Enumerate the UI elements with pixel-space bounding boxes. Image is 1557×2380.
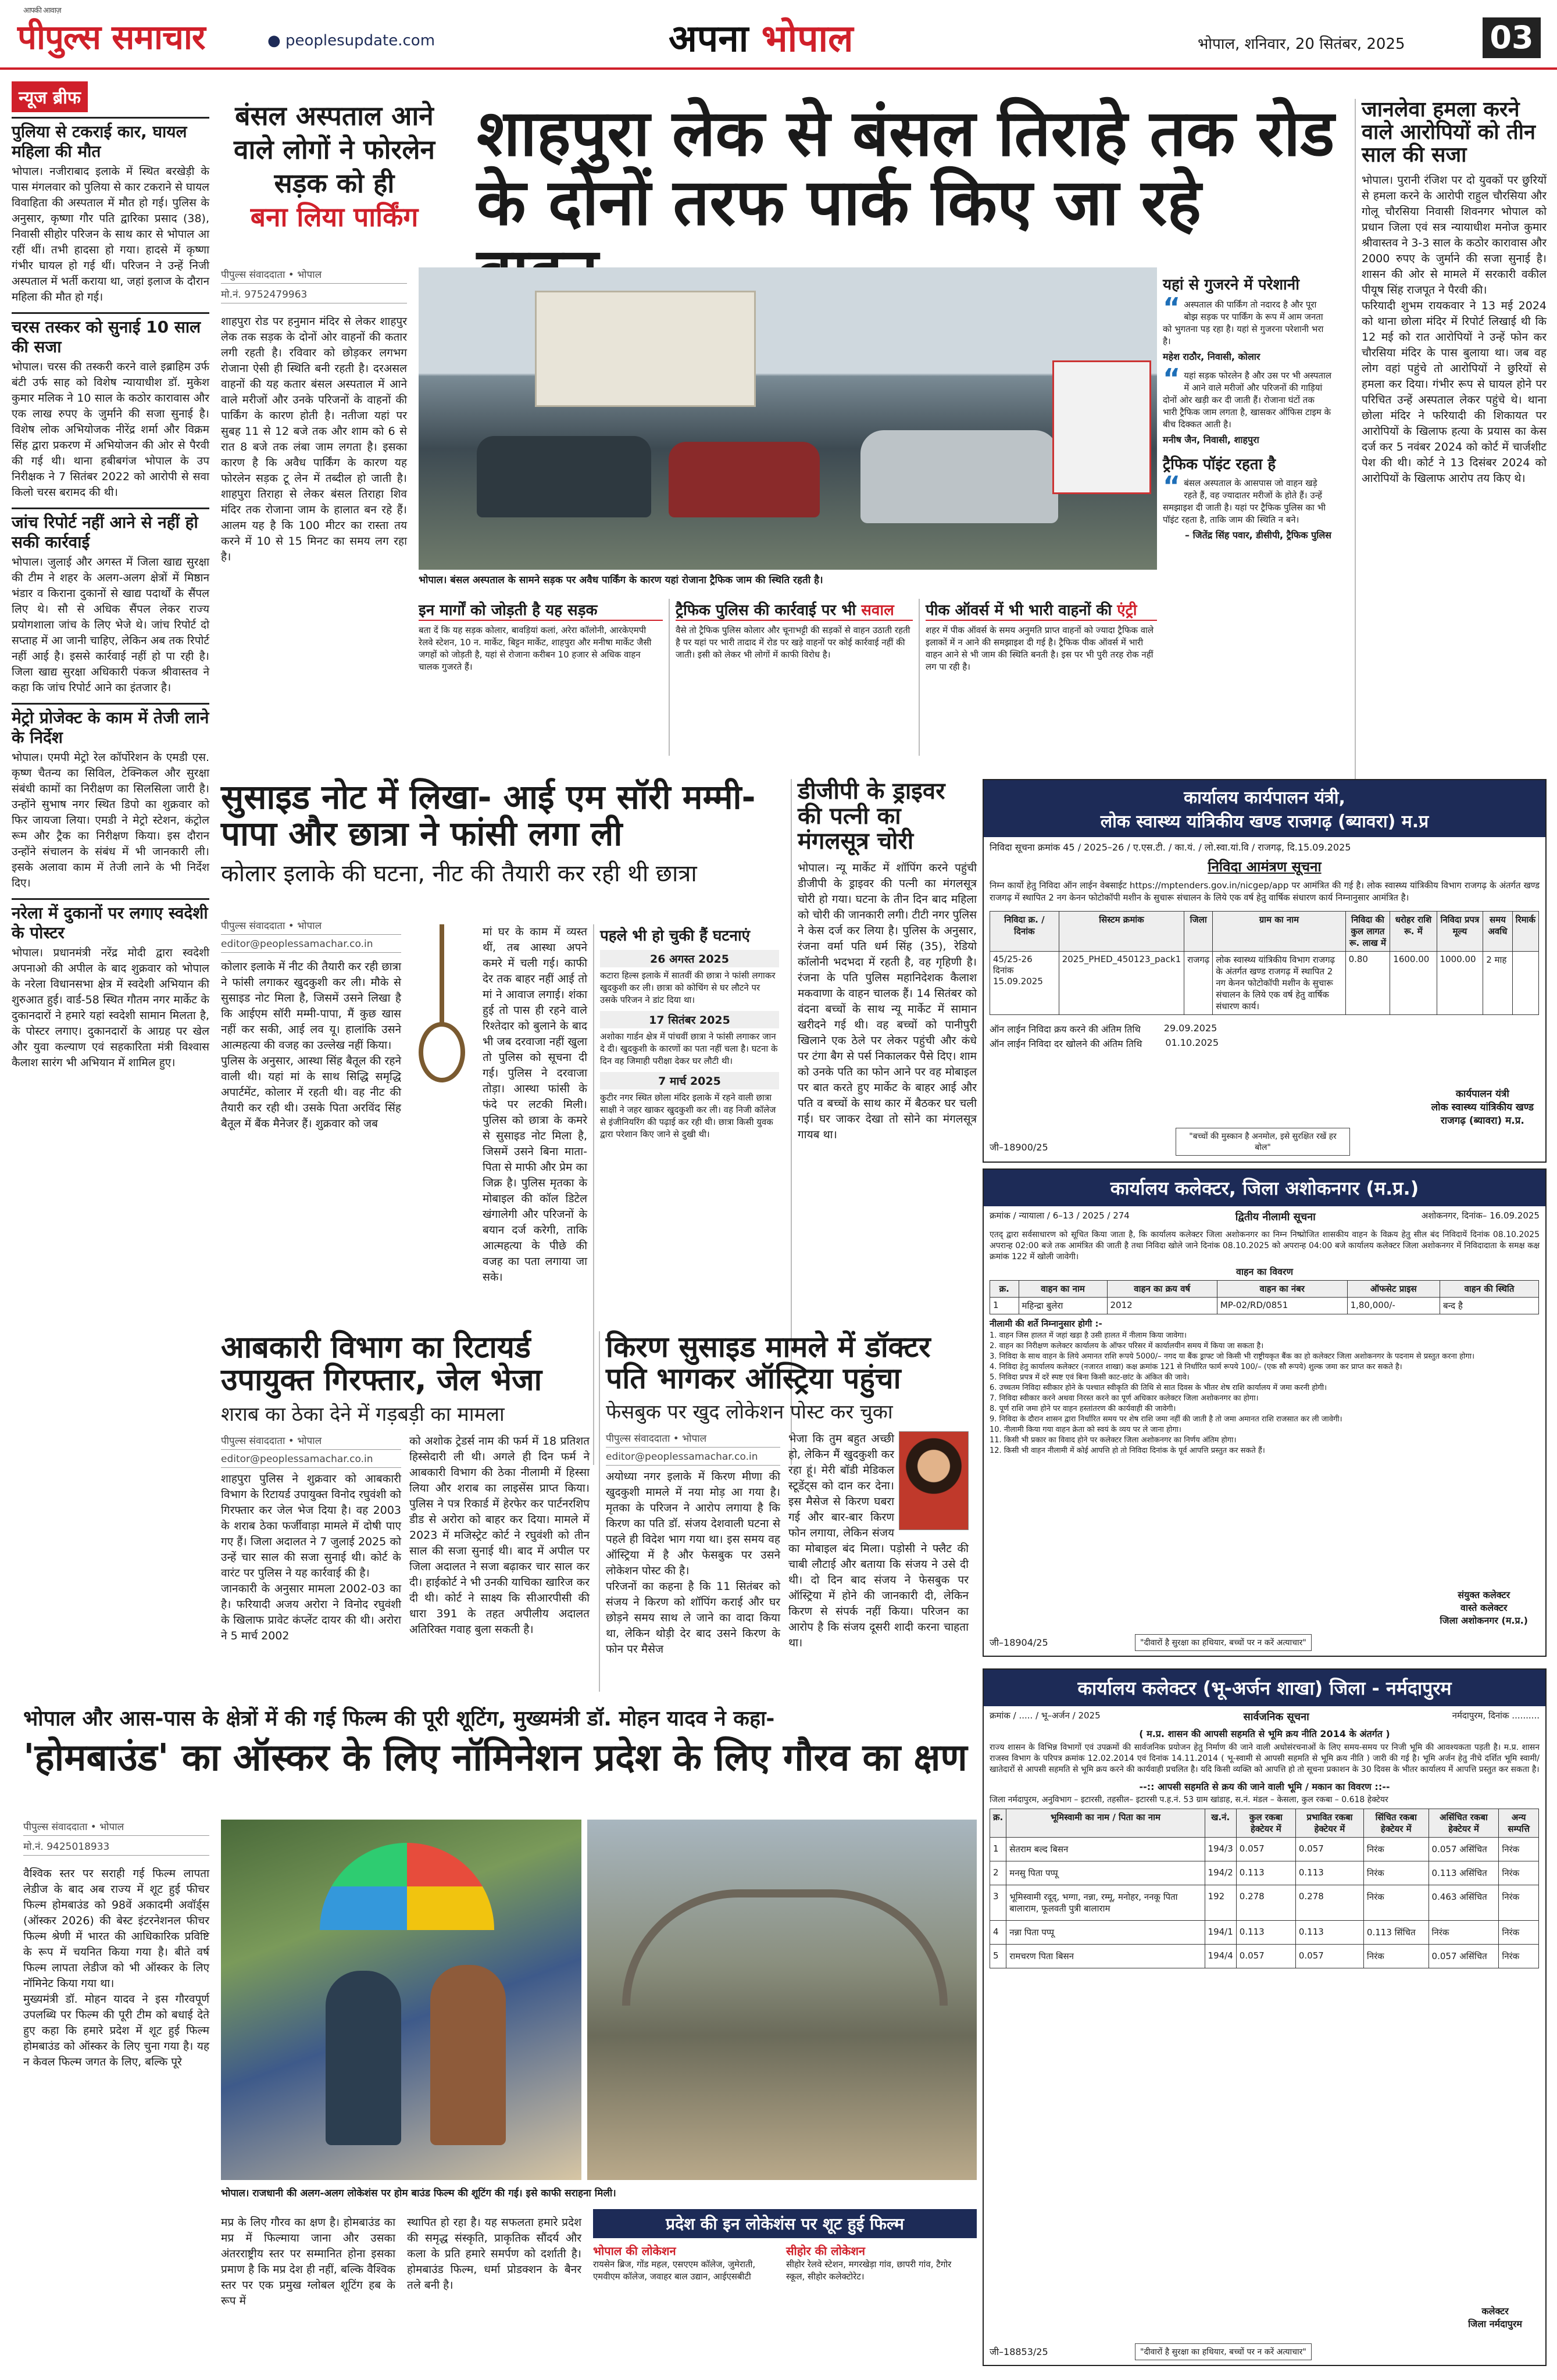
lead-headline: शाहपुरा लेक से बंसल तिराहे तक रोड के दोनों तरफ पार्क किए जा रहे — [477, 96, 1335, 240]
tender1-table-header — [990, 912, 1539, 952]
film-loc-bhopal-title: भोपाल की लोकेशन — [593, 2244, 676, 2258]
tender1-notice-body: निम्न कार्यो हेतु निविदा ऑन लाईन वेबसाईट https://mptenders.gov.in/nicgep/app पर आमंत्रित की गई है। लोक स्वास्थ्य यांत्रिकीय विभाग राजगढ़ के अंतर्गत खण्ड राजगढ़ में स्थापित 2 नग केनन फोटोकॉपी मशीन के सुचारू संचालन के लिये एक वर्ष हेतु वार्षिक संधारण कार्य निम्नानुसार आमंत्रित है। — [990, 880, 1540, 903]
film-body-3: स्थापित हो रहा है। यह सफलता हमारे प्रदेश की समृद्ध संस्कृति, प्राकृतिक सौंदर्य और कला के प्रति हमारे समर्पण को दर्शाती है। होमबाउंड फिल्म, धर्मा प्रोडक्शन के बैनर तले बनी है। — [407, 2216, 581, 2292]
excise-columns — [221, 1434, 593, 1716]
ambulance-shape — [1052, 360, 1151, 494]
dgp-body: भोपाल। न्यू मार्केट में शॉपिंग करने पहुंची डीजीपी के ड्राइवर की पत्नी का मंगलसूत्र चोरी हो गया। घटना के तीन दिन बाद महिला को चोरी की जानकारी लगी। टीटी नगर पुलिस ने केस दर्ज कर लिया है। पुलिस के अनुसार, रंजना वर्मा पति धर्म सिंह (35), रेडियो कॉलोनी भदभदा में रहती है, वह गृहिणी है। रंजना के पति पुलिस महानिदेशक कैलाश मकवाणा के वाहन चालक हैं। 14 सितंबर को वंदना बच्चों के साथ न्यू मार्केट में सामान खरीदने गई थी। वह बच्चों को पानीपुरी खिलाने एक ठेले पर लेकर पहुंची और कंधे पर टंगा बैग से पर्स निकालकर पैसे दिए। शाम को उनके पति का फोन आने पर वह मोबाइल पर बात करते हुए मार्केट के बाहर आई और पति व बच्चों के साथ कार में बैठकर घर चली गई। घर जाकर देखा तो सोने का मंगलसूत्र गायब था। — [798, 861, 977, 1141]
table-cell: 1000.00 — [1437, 952, 1483, 1015]
car-shape-2 — [669, 442, 820, 517]
lead-byline: पीपुल्स संवाददाता • भोपाल — [221, 267, 407, 284]
quote-3 — [1163, 470, 1331, 526]
tender1-dates — [984, 1019, 1545, 1054]
column-header: कुल रकबा हेक्टेयर में — [1236, 1809, 1295, 1838]
lead-mobile: मो.नं. 9752479963 — [221, 287, 407, 303]
traffic-title: ट्रैफिक पॉइंट रहता है — [1163, 456, 1276, 473]
dgp-headline: डीजीपी के ड्राइवर की पत्नी का मंगलसूत्र चोरी — [798, 778, 945, 855]
film-headline-top: भोपाल और आस-पास के क्षेत्रों में की गई फिल्म की पूरी शूटिंग, मुख्यमंत्री डॉ. मोहन यादव ने कहा- — [23, 1707, 775, 1731]
film-body-1: वैश्विक स्तर पर सराही गई फिल्म लापता लेडीज के बाद अब राज्य में शूट हुई फीचर फिल्म होमबाउंड को 98वें अकादमी अवॉर्ड्स (ऑस्कर 2026) की बेस्ट इंटरनेशनल फीचर फिल्म श्रेणी में भारत की आधिकारिक प्रविष्टि के रूप में चयनित किया गया है। बीते वर्ष फिल्म लापता लेडीज को भी ऑस्कर के लिए नॉमिनेट किया गया था। मुख्यमंत्री डॉ. मोहन यादव ने इस गौरवपूर्ण उपलब्धि पर फिल्म की पूरी टीम को बधाई देते हुए कहा कि हमारे प्रदेश में शूट हुई फिल्म होमबाउंड को ऑस्कर के लिए चुना गया है। यह न केवल फिल्म जगत के लिए, बल्कि पूरे — [23, 1867, 209, 2068]
table-cell: रामचरण पिता बिसन — [1006, 1945, 1205, 1968]
film-byline-block — [23, 1820, 209, 1859]
website-text: peoplesupdate.com — [285, 32, 435, 49]
tender2-ref-date: अशोकनगर, दिनांक– 16.09.2025 — [1421, 1210, 1540, 1221]
tender3-signature — [1468, 2304, 1522, 2330]
tender3-sign-2: जिला नर्मदापुरम — [1468, 2318, 1522, 2329]
table-cell: 3 — [990, 1885, 1006, 1921]
kiran-columns — [606, 1431, 977, 1713]
table-cell: 0.057 — [1295, 1945, 1363, 1968]
tender3-code: जी–18853/25 — [990, 2346, 1048, 2357]
table-row — [990, 1885, 1539, 1921]
table-cell: 0.113 — [1236, 1861, 1295, 1885]
right-top-body: भोपाल। पुरानी रंजिश पर दो युवकों पर छुरियों से हमला करने के आरोपी राहुल चौरसिया और गोलू चौरसिया निवासी शिवनगर भोपाल को प्रधान जिला एवं सत्र न्यायाधीश मनोज कुमार श्रीवास्तव ने 3-3 साल के कठोर कारावास और 2000 रुपए के जुर्माने की सजा सुनाई है। शासन की ओर से मामले में सरकारी वकील पीयूष सिंह राजपूत ने पैरवी की। फरियादी शुभम रायकवार ने 13 मई 2024 को थाना छोला मंदिर में रिपोर्ट लिखाई थी कि 12 मई को रात आरोपियों ने उन्हें फोन कर चौरसिया मंदिर के पास बुलाया था। जब वह लोग वहां पहुंचे तो आरोपियों ने छुरियों से हमला कर दिया। गंभीर रूप से घायल होने पर परिचित उन्हें अस्पताल लेकर पहुंचे थे। थाना छोला मंदिर ने फरियादी की शिकायत पर आरोपियों के खिलाफ हत्या के प्रयास का केस दर्ज कर 5 नवंबर 2024 को कोर्ट में चार्जशीट पेश की थी। कोर्ट ने 13 दिसंबर 2024 को आरोपियों के खिलाफ आरोप तय किए थे। — [1362, 173, 1547, 485]
tender2-sign-1: संयुक्त कलेक्टर — [1458, 1589, 1510, 1600]
term-item: 7. निविदा स्वीकार करने अथवा निरस्त करने का पूर्ण अधिकार कलेक्टर जिला अशोकनगर का होगा। — [990, 1394, 1259, 1403]
table-cell: 2 — [990, 1861, 1006, 1885]
page-number: 03 — [1483, 17, 1541, 58]
table-row — [990, 1945, 1539, 1968]
table-cell: 194/1 — [1205, 1921, 1236, 1945]
tender1-sign-1: कार्यपालन यंत्री — [1455, 1088, 1509, 1100]
column-header: समय अवधि — [1483, 912, 1512, 952]
brief-title: चरस तस्कर को सुनाई 10 साल की सजा — [12, 312, 209, 357]
event-text: कुटीर नगर स्थित छोला मंदिर इलाके में रहने वाली छात्रा साक्षी ने जहर खाकर खुदकुशी कर ली। वह निजी कॉलेज से इंजीनियरिंग की पढ़ाई कर रही थी। छात्रा किसी युवक द्वारा परेशान किए जाने से दुखी थी। — [600, 1092, 776, 1139]
brief-title: नरेला में दुकानों पर लगाए स्वदेशी के पोस्टर — [12, 898, 209, 943]
quote-1-text: अस्पताल की पार्किंग तो नदारद है और पूरा बोझ सड़क पर पार्किंग के रूप में आम जनता को भुगतना पड़ रहा है। यहां से गुजरना परेशानी भरा है। — [1163, 299, 1324, 346]
term-item: 11. किसी भी प्रकार का विवाद होने पर कलेक्टर जिला अशोकनगर का निर्णय अंतिम होगा। — [990, 1436, 1237, 1445]
term-item: 2. वाहन का निरीक्षण कलेक्टर कार्यालय के ऑफर परिसर में कार्यालयीन समय में किया जा सकता है। — [990, 1342, 1264, 1350]
list-item — [12, 117, 209, 305]
kiran-col-1 — [606, 1431, 780, 1713]
tender-narmadapuram — [983, 1668, 1547, 2366]
logo-text: पीपुल्स समाचार — [17, 17, 205, 57]
quote-3-author: – जितेंद्र सिंह पवार, डीसीपी, ट्रैफिक पुलिस — [1185, 530, 1331, 541]
table-cell: निरंक — [1499, 1885, 1539, 1921]
brief-body: भोपाल। प्रधानमंत्री नरेंद्र मोदी द्वारा स्वदेशी अपनाओ की अपील के बाद शुक्रवार को भोपाल के नरेला विधानसभा क्षेत्र में स्वदेशी अभियान की शुरुआत हुई। वार्ड-58 स्थित गौतम नगर मार्केट के दुकानदारों ने हमारे यहां स्वदेशी सामान मिलता है, के पोस्टर लगाए। दुकानदारों के आग्रह पर खेल और युवा कल्याण एवं सहकारिता मंत्री विश्वास कैलाश सारंग भी अभियान में शामिल हुए। — [12, 946, 209, 1069]
info-box-2-title — [676, 599, 913, 621]
list-item — [12, 312, 209, 501]
table-cell: निरंक — [1363, 1838, 1429, 1861]
column-header: असिंचित रकबा हेक्टेयर में — [1429, 1809, 1499, 1838]
newspaper-logo[interactable] — [17, 6, 205, 59]
suicide-body-2: मां घर के काम में व्यस्त थीं, तब आस्था अपने कमरे में चली गई। काफी देर तक बाहर नहीं आई तो मां ने आवाज लगाई। शंका हुई तो पास ही रहने वाले रिश्तेदार को बुलाने के बाद भी जब दरवाजा नहीं खुला तो पुलिस को सूचना दी गई। पुलिस ने दरवाजा तोड़ा। आस्था फांसी के फंदे पर लटकी मिली। पुलिस को छात्रा के कमरे से सुसाइड नोट मिला है, जिसमें उसने बिना माता-पिता से माफी और प्रेम का जिक्र है। पुलिस मृतका के मोबाइल की कॉल डिटेल खंगालेगी और परिजनों के बयान दर्ज करेगी, ताकि आत्महत्या के पीछे की वजह का पता लगाया जा सके। — [483, 925, 587, 1284]
tender3-table-title: --:: आपसी सहमति से क्रय की जाने वाली भूमि / मकान का विवरण ::-- — [1139, 1781, 1390, 1792]
lead-byline-block — [221, 267, 407, 307]
term-item: 10. नीलामी किया गया वाहन क्रेता को स्वयं के व्यय पर ले जाना होगा। — [990, 1425, 1181, 1434]
tender3-ref-date: नर्मदापुरम, दिनांक .......... — [1452, 1710, 1540, 1721]
kiran-byline: पीपुल्स संवाददाता • भोपाल — [606, 1431, 780, 1448]
section-city: भोपाल — [761, 17, 854, 60]
column-header: क्र. — [990, 1809, 1006, 1838]
tender1-table — [990, 911, 1539, 1015]
tender2-terms — [984, 1331, 1545, 1456]
news-brief-label: न्यूज ब्रीफ — [12, 81, 88, 112]
news-brief-list — [12, 117, 209, 1071]
tender2-ref: क्रमांक / न्यायाला / 6–13 / 2025 / 274 — [990, 1210, 1130, 1221]
info-box-3-body: शहर में पीक ऑवर्स के समय अनुमति प्राप्त वाहनों को ज्यादा ट्रैफिक वाले इलाकों में न आने की समझाइश दी गई है। ट्रैफिक पीक ऑवर्स में भारी वाहन आने से भी जाम की स्थिति बनती है। इस पर भी पुरी तरह रोक नहीं लग पा रही है। — [926, 625, 1154, 672]
lead-kicker-text: बंसल अस्पताल आने वाले लोगों ने फोरलेन सड़क को ही — [233, 100, 435, 199]
tender2-ref-title: द्वितीय नीलामी सूचना — [1235, 1211, 1316, 1223]
lead-photo-caption: भोपाल। बंसल अस्पताल के सामने सड़क पर अवैध पार्किंग के कारण यहां रोजाना ट्रैफिक जाम की स्थिति रहती है। — [419, 574, 823, 586]
suicide-body-1: कोलार इलाके में नीट की तैयारी कर रही छात्रा ने फांसी लगाकर खुदकुशी कर ली। मौके से सुसाइड नोट मिला है, जिसमें उसने लिखा है कि आईएम सॉरी मम्मी-पापा, मैं कुछ खास नहीं कर सकी, आई लव यू। हालांकि उसने आत्महत्या की वजह का उल्लेख नहीं किया। पुलिस के अनुसार, आस्था सिंह बैतूल की रहने वाली थी। यहां मां के साथ सिद्धि समृद्धि अपार्टमेंट, कोलार में रहती थी। वह नीट की तैयारी कर रही थी। उसके पिता अरविंद सिंह बैतूल में बैंक मैनेजर हैं। शुक्रवार को जब — [221, 960, 401, 1130]
tender1-sign-3: राजगढ़ (ब्यावरा) म.प्र. — [1440, 1115, 1524, 1127]
kiran-body-1: अयोध्या नगर इलाके में किरण मीणा की खुदकुशी मामले में नया मोड़ आ गया है। मृतका के परिजन ने आरोप लगाया है कि किरण का पति डॉ. संजय देशवाली घटना से पहले ही विदेश भाग गया था। इस समय वह ऑस्ट्रिया में है और फेसबुक पर उसने लोकेशन पोस्ट की है। परिजनों का कहना है कि 11 सितंबर को संजय ने किरण को शॉपिंग कराई और घर छोड़ने समय साथ ले जाने का वादा किया था, लेकिन थोड़ी देर बाद उसने किरण के फोन पर मैसेज — [606, 1470, 780, 1656]
tender1-sign-2: लोक स्वास्थ्य यांत्रिकीय खण्ड — [1431, 1102, 1534, 1113]
quote-icon: “ — [1163, 470, 1181, 502]
tender-rajgarh — [983, 779, 1547, 1163]
table-cell: 2012 — [1107, 1298, 1217, 1314]
tender3-header: कार्यालय कलेक्टर (भू-अर्जन शाखा) जिला - नर्मदापुरम — [984, 1670, 1545, 1706]
tender-ashoknagar — [983, 1168, 1547, 1657]
brief-body: भोपाल। चरस की तस्करी करने वाले इब्राहिम उर्फ बंटी उर्फ साह को विशेष न्यायाधीश डॉ. मुकेश कुमार मलिक ने 10 साल के कठोर कारावास और एक लाख रुपए के जुर्माने की सजा सुनाई है। विशेष लोक अभियोजक नीरेंद्र शर्मा और विक्रम सिंह द्वारा प्रकरण में अभियोजन की ओर से पैरवी की गई थी। थाना हबीबगंज भोपाल के उप निरीक्षक ने 7 सितंबर 2022 को आरोपी से सवा किलो चरस बरामद की थी। — [12, 360, 209, 499]
tender1-ref: निविदा सूचना क्रमांक 45 / 2025–26 / ए.एस.टी. / का.यं. / लो.स्वा.यां.वि / राजगढ़, दि.15.09.2025 — [990, 842, 1351, 853]
table-cell: 2 माह — [1483, 952, 1512, 1015]
column-header: सिस्टम क्रमांक — [1059, 912, 1184, 952]
column-header: रिमार्क — [1512, 912, 1538, 952]
date-line: भोपाल, शनिवार, 20 सितंबर, 2025 — [1198, 35, 1405, 53]
table-cell: निरंक — [1499, 1945, 1539, 1968]
term-item: 6. उच्चतम निविदा स्वीकार होने के पश्चात स्वीकृति की तिथि से सात दिवस के भीतर शेष राशि कार्यालय में जमा करनी होगी। — [990, 1384, 1327, 1392]
tender2-signature — [1440, 1588, 1528, 1627]
table-cell: लोक स्वास्थ्य यांत्रिकीय विभाग राजगढ़ के अंतर्गत खण्ड राजगढ़ में स्थापित 2 नग केनन फोटोकॉपी मशीन के सुचारू संचालन के लिये एक वर्ष हेतु वार्षिक संधारण कार्य। — [1213, 952, 1345, 1015]
tender3-ref-line — [984, 1706, 1545, 1727]
column-header: भूमिस्वामी का नाम / पिता का नाम — [1006, 1809, 1205, 1838]
masthead — [0, 0, 1557, 70]
table-cell: निरंक — [1363, 1945, 1429, 1968]
table-cell: 0.278 — [1295, 1885, 1363, 1921]
table-cell: 0.113 असिंचित — [1429, 1861, 1499, 1885]
table-cell: 0.80 — [1345, 952, 1390, 1015]
tender1-code: जी–18900/25 — [990, 1142, 1048, 1153]
suicide-sidebar-title: पहले भी हो चुकी हैं घटनाएं — [600, 927, 751, 945]
tender1-date-row — [990, 1037, 1540, 1050]
film-loc-sehore — [786, 2243, 972, 2283]
excise-email: editor@peoplessamachar.co.in — [221, 1453, 401, 1468]
tender2-intro: एतद् द्वारा सर्वसाधारण को सूचित किया जाता है, कि कार्यालय कलेक्टर जिला अशोकनगर का निम्न निष्प्रोजित शासकीय वाहन के विक्रय हेतु सील बंद निविदायें दिनांक 08.10.2025 अपरान्ह 02:00 बजे तक आमंत्रित की जाती है तथा निविदा खोले जाने दिनांक 08.10.2025 को अपरान्ह 04:00 बजे कार्यालय कलेक्टर जिला अशोकनगर में निविदादाता के समक्ष कक्ष क्रमांक 122 में खोली जावेगी। — [990, 1230, 1540, 1262]
date-value: 01.10.2025 — [1165, 1037, 1219, 1048]
table-cell: नन्ना पिता पप्पू — [1006, 1921, 1205, 1945]
column-header: निविदा की कुल लागत रू. लाख में — [1345, 912, 1390, 952]
quote-icon: “ — [1163, 363, 1181, 394]
suicide-headline: सुसाइड नोट में लिखा- आई एम सॉरी मम्मी-पापा और छात्रा ने फांसी लगा ली — [221, 777, 756, 853]
table-cell: MP-02/RD/0851 — [1217, 1298, 1347, 1314]
tender1-org2: लोक स्वास्थ्य यांत्रिकीय खण्ड राजगढ़ (ब्यावरा) म.प्र — [1100, 812, 1429, 832]
excise-body-2: को अशोक ट्रेडर्स नाम की फर्म में 18 प्रतिशत हिस्सेदारी ली थी। अगले ही दिन फर्म ने आबकारी विभाग की ठेका नीलामी में हिस्सा लिया और शराब का लाइसेंस प्राप्त किया। पुलिस ने पत्र रिकार्ड में हेरफेर कर पार्टनरशिप डीड से अरोरा को बाहर कर दिया। मामले में 2023 में मजिस्ट्रेट कोर्ट ने रघुवंशी को तीन साल की सजा सुनाई थी। बाद में अपील पर जिला अदालत ने सजा बढ़ाकर चार साल कर दी। हाईकोर्ट ने भी उनकी याचिका खारिज कर दी थी। कोर्ट ने साक्ष्य कि सीआरपीसी की धारा 391 के तहत अपीलीय अदालत अतिरिक्त गवाह बुला सकती है। — [409, 1435, 590, 1636]
brief-title: पुलिया से टकराई कार, घायल महिला की मौत — [12, 117, 209, 162]
film-body-2: मप्र के लिए गौरव का क्षण है। होमबाउंड का मप्र में फिल्माया जाना और उसका अंतरराष्ट्रीय स्तर पर सम्मानित होना इसका प्रमाण है कि मप्र देश ही नहीं, बल्कि वैश्विक स्तर पर एक प्रमुख ग्लोबल शूटिंग हब के रूप में — [221, 2216, 395, 2307]
quote-2-text: यहां सड़क फोरलेन है और उस पर भी अस्पताल में आने वाले मरीजों और परिजनों की गाड़ियां दोनों ओर खड़ी कर दी जाती हैं। रोजाना घंटों तक भारी ट्रैफिक जाम लगता है, खासकर ऑफिस टाइम के बीच दिक्कत आती है। — [1163, 370, 1332, 430]
suicide-byline: पीपुल्स संवाददाता • भोपाल — [221, 919, 401, 935]
column-header: निविदा क्र. / दिनांक — [990, 912, 1059, 952]
table-row — [990, 1921, 1539, 1945]
brief-body: भोपाल। एमपी मेट्रो रेल कॉर्पोरेशन के एमडी एस. कृष्ण चैतन्य का सिविल, टेक्निकल और सुरक्षा संबंधी कामों का निरीक्षण का सिलसिला जारी है। उन्होंने सुभाष नगर स्थित डिपो का शुक्रवार को फिर जायजा लिया। एमडी ने मेट्रो स्टेशन, कंट्रोल रूम और ट्रैक का निरीक्षण किया। इस दौरान उन्होंने संचालन के संबंध में भी जानकारी ली। इसके अलावा काम में तेजी लाने के भी निर्देश दिए। — [12, 751, 209, 889]
person-shape-1 — [326, 1971, 401, 2145]
term-item: 4. निविदा हेतु कार्यालय कलेक्टर (नजारत शाखा) कक्ष क्रमांक 121 से निर्धारित फार्म रूपये 100/– (एक सौ रूपये) शुल्क जमा कर प्राप्त कर सकते है। — [990, 1363, 1402, 1371]
table-cell — [1512, 952, 1538, 1015]
tender3-location: जिला नर्मदापुरम, अनुविभाग – इटारसी, तहसील– इटारसी प.ह.नं. 53 ग्राम खांडाह, स.नं. मंडल – केसला, कुल रकबा – 0.618 हेक्टेयर — [990, 1795, 1388, 1804]
term-item: 12. किसी भी वाहन नीलामी में कोई आपत्ति हो तो निविदा दिनांक के पूर्व आपत्ति प्रस्तुत कर सकते हैं। — [990, 1446, 1265, 1455]
info-box-3-title-text: पीक ऑवर्स में भी भारी वाहनों की — [926, 602, 1112, 619]
table-cell: 0.113 सिंचित — [1363, 1921, 1429, 1945]
table-cell: निरंक — [1429, 1921, 1499, 1945]
lead-kicker-red: बना लिया पार्किंग — [250, 201, 419, 233]
tender2-sign-3: जिला अशोकनगर (म.प्र.) — [1440, 1615, 1528, 1626]
sidebar-title: यहां से गुजरने में परेशानी — [1163, 276, 1299, 294]
info-box-2-title-red: सवाल — [861, 602, 894, 619]
info-box-1-title: इन मार्गों को जोड़ती है यह सड़क — [419, 599, 663, 621]
lead-kicker — [221, 99, 448, 234]
event-date: 26 अगस्त 2025 — [600, 950, 779, 967]
tender2-header: कार्यालय कलेक्टर, जिला अशोकनगर (म.प्र.) — [984, 1170, 1545, 1206]
table-cell: निरंक — [1499, 1921, 1539, 1945]
film-loc-bhopal — [593, 2243, 779, 2283]
tender2-table-header — [990, 1281, 1539, 1298]
table-cell: महिन्द्रा बुलेरा — [1019, 1298, 1107, 1314]
brief-body: भोपाल। जुलाई और अगस्त में जिला खाद्य सुरक्षा की टीम ने शहर के अलग-अलग क्षेत्रों में मिष्ठान भंडार व किराना दुकानों से खाद्य पदार्थों के सैंपल लिए थे। सौ से अधिक सैंपल लेकर राज्य प्रयोगशाला जांच के लिए भेजे थे। जांच रिपोर्ट दो सप्ताह में आ जानी चाहिए, लेकिन अब तक रिपोर्ट नहीं आई है। इससे कार्रवाई नहीं हो पा रही है। जिला खाद्य सुरक्षा अधिकारी पंकज श्रीवास्तव ने कहा कि जांच रिपोर्ट आने का इंतजार है। — [12, 556, 209, 694]
film-mobile: मो.नं. 9425018933 — [23, 1839, 209, 1856]
table-row — [990, 1298, 1539, 1314]
column-header: जिला — [1184, 912, 1213, 952]
quote-icon: “ — [1163, 292, 1181, 323]
kiran-email: editor@peoplessamachar.co.in — [606, 1451, 780, 1466]
event-text: अशोका गार्डन क्षेत्र में पांचवीं छात्रा ने फांसी लगाकर जान दे दी। खुदकुशी के कारणों का पता नहीं चला है। घटना के दिन वह जिमाही परीक्षा देकर घर लौटी थी। — [600, 1031, 778, 1066]
table-cell: 4 — [990, 1921, 1006, 1945]
table-cell: 192 — [1205, 1885, 1236, 1921]
table-cell: 1600.00 — [1390, 952, 1437, 1015]
tender3-table-body — [990, 1838, 1539, 1968]
term-item: 1. वाहन जिस हालत में जहां खड़ा है उसी हालत में नीलाम किया जावेगा। — [990, 1331, 1187, 1340]
excise-headline: आबकारी विभाग का रिटायर्ड उपायुक्त गिरफ्तार, जेल भेजा — [221, 1330, 542, 1398]
table-cell: 0.463 असिंचित — [1429, 1885, 1499, 1921]
table-cell: मनसु पिता पप्पू — [1006, 1861, 1205, 1885]
column-header: वाहन की स्थिति — [1440, 1281, 1538, 1298]
tender1-org1: कार्यालय कार्यपालन यंत्री, — [1184, 788, 1345, 808]
brief-body: भोपाल। नजीराबाद इलाके में स्थित बरखेड़ी के पास मंगलवार को पुलिया से कार टकराने से घायल विवाहिता की अस्पताल में मौत हो गई। पुलिस के अनुसार, कृष्णा गौर पति द्वारिका प्रसाद (38), निवासी सीहोर परिजन के साथ कार से भोपाल आ रहीं थीं। तभी हादसा हो गया। हादसे में कृष्णा गंभीर घायल हो गई थीं। परिजन ने उन्हें निजी अस्पताल में भर्ती कराया था, जहां इलाज के दौरान महिला की मौत हो गई। — [12, 165, 209, 303]
table-row — [990, 952, 1539, 1015]
tender1-slogan: "बच्चों की मुस्कान है अनमोल, इसे सुरक्षित रखें हर बोल" — [1176, 1128, 1350, 1156]
suicide-subhead: कोलार इलाके की घटना, नीट की तैयारी कर रही थी छात्रा — [221, 860, 697, 888]
table-cell: 0.057 — [1295, 1838, 1363, 1861]
right-top-story — [1355, 99, 1547, 779]
table-cell: 0.113 — [1295, 1861, 1363, 1885]
film-loc-sehore-text: सीहोर रेलवे स्टेशन, मगरखेड़ा गांव, छापरी गांव, टैगोर स्कूल, सीहोर कलेक्टोरेट। — [786, 2259, 952, 2282]
tender3-act: ( म.प्र. शासन की आपसी सहमति से भूमि क्रय नीति 2014 के अंतर्गत ) — [1139, 1728, 1390, 1739]
column-header: अन्य सम्पत्ति — [1499, 1809, 1539, 1838]
suicide-byline-block — [221, 919, 401, 956]
table-row — [990, 1861, 1539, 1885]
table-cell: 5 — [990, 1945, 1006, 1968]
tender2-ref-line — [984, 1206, 1545, 1227]
table-cell: भूमिस्वामी रदूद्, भग्गा, नन्ना, रम्मू, मनोहर, ननकू पिता बालाराम, फूलवती पुत्री बालाराम — [1006, 1885, 1205, 1921]
table-cell: निरंक — [1499, 1838, 1539, 1861]
column-header: ख.नं. — [1205, 1809, 1236, 1838]
quote-2 — [1163, 363, 1332, 431]
logo-tagline: आपकी आवाज़ — [23, 6, 61, 15]
table-cell: 0.113 — [1295, 1921, 1363, 1945]
brief-title: मेट्रो प्रोजेक्ट के काम में तेजी लाने के निर्देश — [12, 703, 209, 748]
brief-title: जांच रिपोर्ट नहीं आने से नहीं हो सकी कार्रवाई — [12, 508, 209, 552]
excise-col-1 — [221, 1434, 401, 1716]
column-header: क्र. — [990, 1281, 1019, 1298]
tender2-sign-2: वास्ते कलेक्टर — [1460, 1602, 1508, 1613]
info-box-1-body: बता दें कि यह सड़क कोलार, बावड़ियां कलां, अरेरा कॉलोनी, आरकेएमपी रेलवे स्टेशन, 10 न. मार्केट, बिट्टन मार्केट, शाहपुरा और मनीषा मार्केट जैसी जगहों को जोड़ती है, यहां से रोजाना करीबन 10 हजार से अधिक वाहन चालक गुजरते हैं। — [419, 625, 652, 672]
info-box-2-body: वैसे तो ट्रैफिक पुलिस कोलार और चूनाभट्टी की सड़कों से वाहन उठाती रहती है पर यहां पर भारी तादाद में रोड पर खड़े वाहनों पर कोई कार्रवाई नहीं की जाती। इसी को लेकर भी लोगों में काफी विरोध है। — [676, 625, 910, 660]
kiran-body-2: भेजा कि तुम बहुत अच्छी हो, लेकिन मैं खुदकुशी कर रहा हूं। मेरी बॉडी मेडिकल स्टूडेंट्स को दान कर देना। इस मैसेज से किरण घबरा गई और बार-बार किरण फोन लगाया, लेकिन संजय का मोबाइल बंद मिला। पड़ोसी ने फ्लैट की चाबी लौटाई और बताया कि संजय ने उसे दी थी। दो दिन बाद संजय ने फेसबुक पर ऑस्ट्रिया में होने की जानकारी दी, लेकिन किरण से संपर्क नहीं किया। परिजन का आरोप है कि संजय दूसरी शादी करना चाहता था। — [788, 1432, 969, 1649]
tender3-intro: राज्य शासन के विभिन्न विभागों एवं उपक्रमों की सार्वजनिक प्रयोजन हेतु निर्माण की जाने वाली अधोसंरचनाओं के लिए समय-समय पर निजी भूमि की आवश्यकता पड़ती है। म.प्र. शासन राजस्व विभाग के परिपत्र क्रमांक 12.02.2014 एवं दिनांक 14.11.2014 ( भू-स्वामी से आपसी सहमति से भूमि क्रय नीति ) जारी की गई है। भूमि अर्जन हेतु नीचे दर्शित भूमि स्वामी/खातेदारों से आपसी सहमति से भूमि क्रय करने की कार्यवाही प्रचलित है। यदि किसी व्यक्ति को आपत्ति हो तो सूचना प्रकाशन के 30 दिवस के भीतर कार्यालय में आपत्ति प्रस्तुत कर सकता है। — [990, 1743, 1540, 1774]
lead-info-box-1 — [419, 599, 663, 756]
table-cell: 194/3 — [1205, 1838, 1236, 1861]
table-cell: 0.113 — [1236, 1921, 1295, 1945]
quote-2-author: मनीष जैन, निवासी, शाहपुरा — [1163, 434, 1259, 445]
tender3-table — [990, 1809, 1539, 1968]
tender1-date-row — [990, 1023, 1540, 1035]
table-cell: 0.057 असिंचित — [1429, 1945, 1499, 1968]
term-item: 9. निविदा के दौरान शासन द्वारा निर्धारित समय पर शेष राशि जमा नहीं की जाती है तो जमा अमानत राशि राजसात कर ली जावेगी। — [990, 1415, 1342, 1424]
tender1-notice-title: निविदा आमंत्रण सूचना — [1208, 859, 1322, 875]
table-cell: 1 — [990, 1298, 1019, 1314]
table-cell: बन्द है — [1440, 1298, 1538, 1314]
kiran-photo[interactable] — [899, 1431, 969, 1530]
film-photo-1[interactable] — [221, 1820, 581, 2180]
film-photo-caption: भोपाल। राजधानी की अलग-अलग लोकेशंस पर होम बाउंड फिल्म की शूटिंग की गई। इसे काफी सराहना मिली। — [221, 2188, 616, 2199]
quote-1-author: महेश राठौर, निवासी, कोलार — [1163, 351, 1260, 362]
excise-byline: पीपुल्स संवाददाता • भोपाल — [221, 1434, 401, 1450]
umbrella-shape — [320, 1843, 494, 1930]
film-photo-2[interactable] — [587, 1820, 977, 2180]
table-row — [990, 1838, 1539, 1861]
kiran-headline: किरण सुसाइड मामले में डॉक्टर पति भागकर ऑस्ट्रिया पहुंचा — [606, 1330, 931, 1395]
section-title — [669, 12, 854, 62]
table-cell: 0.278 — [1236, 1885, 1295, 1921]
table-cell: 1,80,000/- — [1347, 1298, 1440, 1314]
table-cell: निरंक — [1363, 1861, 1429, 1885]
quote-1 — [1163, 292, 1331, 348]
section-label: अपना — [669, 17, 749, 60]
date-label: ऑन लाईन निविदा दर खोलने की अंतिम तिथि — [990, 1038, 1142, 1049]
column-header: निविदा प्रपत्र मूल्य — [1437, 912, 1483, 952]
tender3-slogan: "दीवारों है सुरक्षा का हथियार, बच्चों पर न करें अत्याचार" — [1135, 2343, 1312, 2360]
film-locations-title: प्रदेश की इन लोकेशंस पर शूट हुई फिल्म — [593, 2209, 977, 2238]
table-cell: 0.057 असिंचित — [1429, 1838, 1499, 1861]
lead-photo[interactable] — [419, 267, 1157, 570]
term-item: 5. निविदा प्रपत्र में दरें स्पष्ट एवं बिना किसी काट-छांट के अंकित की जावे। — [990, 1373, 1190, 1382]
film-locations — [593, 2209, 977, 2372]
table-cell: 194/2 — [1205, 1861, 1236, 1885]
film-headline: 'होमबाउंड' का ऑस्कर के लिए नॉमिनेशन प्रदेश के लिए गौरव का क्षण — [23, 1736, 967, 1779]
kiran-col-2 — [788, 1431, 969, 1713]
column-header: ग्राम का नाम — [1213, 912, 1345, 952]
table-cell: राजगढ़ — [1184, 952, 1213, 1015]
lead-info-box-2 — [669, 599, 913, 756]
tender3-ref-title: सार्वजनिक सूचना — [1243, 1711, 1309, 1723]
car-shape-1 — [477, 436, 651, 517]
event-text: कटारा हिल्स इलाके में सातवीं की छात्रा ने फांसी लगाकर खुदकुशी कर ली। छात्रा को कोचिंग से घर लौटने पर उसके परिजन ने डांट दिया था। — [600, 970, 776, 1005]
right-top-title: जानलेवा हमला करने वाले आरोपियों को तीन साल की सजा — [1362, 98, 1535, 167]
term-item: 8. पूर्ण राशि जमा होने पर वाहन हस्तांतरण की कार्यवाही की जावेगी। — [990, 1405, 1176, 1413]
tender3-sign-1: कलेक्टर — [1481, 2306, 1509, 2317]
column-header: धरोहर राशि रू. में — [1390, 912, 1437, 952]
tender2-table-title: वाहन का विवरण — [1235, 1266, 1294, 1277]
tender2-terms-title: नीलामी की शर्ते निम्नानुसार होगी :- — [990, 1318, 1102, 1329]
person-shape-2 — [430, 1965, 506, 2145]
film-locations-columns — [593, 2243, 977, 2283]
table-cell: निरंक — [1363, 1885, 1429, 1921]
film-loc-sehore-title: सीहोर की लोकेशन — [786, 2244, 865, 2258]
film-loc-bhopal-text: रायसेन ब्रिज, गोंड महल, एसएएम कॉलेज, जुमेराती, एमवीएम कॉलेज, जवाहर बाल उद्यान, आईएसबीटी — [593, 2259, 756, 2282]
tender3-table-header — [990, 1809, 1539, 1838]
tender2-table — [990, 1280, 1539, 1314]
excise-subhead: शराब का ठेका देने में गड़बड़ी का मामला — [221, 1403, 505, 1427]
table-cell: 0.057 — [1236, 1838, 1295, 1861]
table-cell: सेतराम बल्द बिसन — [1006, 1838, 1205, 1861]
car-shape-3 — [860, 430, 1058, 523]
events-list — [600, 950, 779, 1141]
event-date: 17 सितंबर 2025 — [600, 1011, 779, 1028]
list-item — [12, 508, 209, 696]
column-header: ऑफसेट प्राइस — [1347, 1281, 1440, 1298]
list-item — [12, 898, 209, 1071]
lead-body: शाहपुरा रोड पर हनुमान मंदिर से लेकर शाहपुर लेक तक सड़क के दोनों ओर वाहनों की कतार लगी रहती है। रविवार को छोड़कर लगभग रोजाना ऐसी ही स्थिति बनी रहती है। दरअसल वाहनों की यह कतार बंसल अस्पताल में आने वाले मरीजों और उनके परिजनों के वाहनों की पार्किंग के कारण होती है। नतीजा यहां पर सुबह 11 से 12 बजे तक और शाम को 6 से रात 8 बजे तक लंबा जाम लगता है। इसका कारण है कि अवैध पार्किंग के कारण यह फोरलेन सड़क टू लेन में तब्दील हो जाती है। शाहपुरा तिराहा से लेकर बंसल तिराहा शिव मंदिर तक रोजाना जाम के हालात बन रहे हैं। आलम यह है कि 100 मीटर का रास्ता तय करने में 10 से 15 मिनट का समय लग रहा है। — [221, 315, 407, 563]
table-cell: 45/25-26 दिनांक 15.09.2025 — [990, 952, 1059, 1015]
column-header: वाहन का क्रय वर्ष — [1107, 1281, 1217, 1298]
table-cell: 2025_PHED_450123_pack1 — [1059, 952, 1184, 1015]
table-cell: 194/4 — [1205, 1945, 1236, 1968]
column-header: प्रभावित रकबा हेक्टेयर में — [1295, 1809, 1363, 1838]
tender2-code: जी–18904/25 — [990, 1637, 1048, 1648]
excise-body-1: शाहपुरा पुलिस ने शुक्रवार को आबकारी विभाग के रिटायर्ड उपायुक्त विनोद रघुवंशी को गिरफ्तार कर जेल भेज दिया है। वह 2003 के शराब ठेका फर्जीवाड़ा मामले में दोषी पाए गए हैं। जिला अदालत ने 7 जुलाई 2025 को उन्हें चार साल की सजा सुनाई थी। कोर्ट के वारंट पर पुलिस ने यह कार्रवाई की है। जानकारी के अनुसार मामला 2002-03 का है। फरियादी अजय अरोरा ने विनोद रघुवंशी के खिलाफ प्रावेट कंप्लेंट दायर की थी। अरोरा ने 5 मार्च 2002 — [221, 1473, 401, 1643]
building-shape — [535, 291, 756, 407]
film-byline: पीपुल्स संवाददाता • भोपाल — [23, 1820, 209, 1836]
table-cell: 1 — [990, 1838, 1006, 1861]
tender2-slogan: "दीवारों है सुरक्षा का हथियार, बच्चों पर न करें अत्याचार" — [1135, 1634, 1312, 1651]
tender1-header — [984, 780, 1545, 837]
info-box-3-title-red: एंट्री — [1117, 602, 1137, 619]
website-link[interactable]: ● peoplesupdate.com — [267, 32, 435, 49]
excise-story — [221, 1331, 593, 1692]
info-box-2-title-text: ट्रैफिक पुलिस की कार्रवाई पर भी — [676, 602, 856, 619]
bridge-shape — [622, 1889, 948, 2006]
tender3-ref: क्रमांक / ..... / भू–अर्जन / 2025 — [990, 1710, 1101, 1721]
term-item: 3. निविदा के साथ वाहन के लिये अमानत राशि रूपये 5000/– नगद या बैंक ड्राफ्ट जो किसी भी राष्ट्रीयकृत बैंक का हो कलेक्टर जिला अशोकनगर के पदनाम से प्रस्तुत करना होगा। — [990, 1352, 1475, 1361]
suicide-email: editor@peoplessamachar.co.in — [221, 938, 401, 953]
info-box-3-title — [926, 599, 1157, 621]
column-header: वाहन का नंबर — [1217, 1281, 1347, 1298]
kiran-subhead: फेसबुक पर खुद लोकेशन पोस्ट कर चुका — [606, 1400, 893, 1424]
table-cell: निरंक — [1499, 1861, 1539, 1885]
quote-3-text: बंसल अस्पताल के आसपास जो वाहन खड़े रहते हैं, वह ज्यादातर मरीजों के होते हैं। उन्हें समझाइश दी जाती है। यहां पर ट्रैफिक पुलिस का भी पॉइंट रहता है, ताकि जाम की स्थिति न बने। — [1163, 478, 1326, 525]
lead-sidebar — [1163, 273, 1331, 767]
column-header: सिंचित रकबा हेक्टेयर में — [1363, 1809, 1429, 1838]
event-date: 7 मार्च 2025 — [600, 1072, 779, 1089]
date-label: ऑन लाईन निविदा क्रय करने की अंतिम तिथि — [990, 1024, 1141, 1035]
table-cell: 0.057 — [1236, 1945, 1295, 1968]
kiran-story — [599, 1331, 977, 1692]
list-item — [12, 703, 209, 891]
column-header: वाहन का नाम — [1019, 1281, 1107, 1298]
date-value: 29.09.2025 — [1163, 1023, 1217, 1034]
lead-info-box-3 — [919, 599, 1157, 756]
tender1-signature — [1431, 1087, 1534, 1127]
